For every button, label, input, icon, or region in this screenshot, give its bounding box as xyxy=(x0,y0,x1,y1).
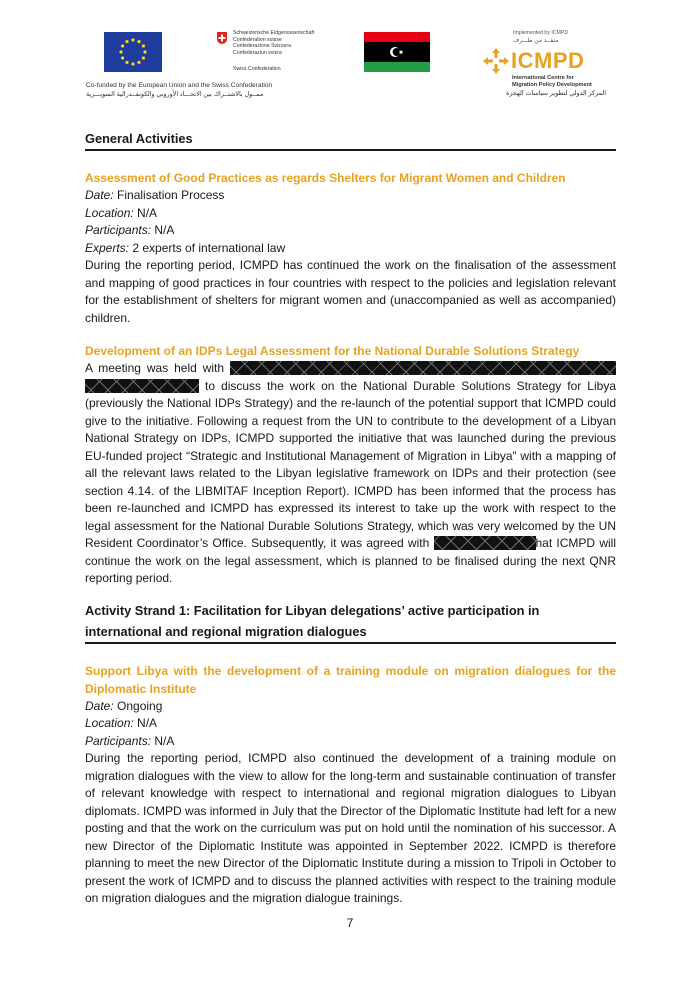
icmpd-wordmark: ICMPD xyxy=(511,48,585,73)
swiss-confederation-logo xyxy=(216,30,326,74)
libya-flag-logo xyxy=(364,32,430,72)
swiss-name-rm: Confederaziun svizra xyxy=(233,49,282,56)
idps-body-part-3: hat ICMPD will continue the work on the legal assessment, which is planned to be finalised during the next QNR reporting period. xyxy=(85,536,616,585)
redacted-block xyxy=(230,361,616,375)
date-row xyxy=(85,698,616,716)
idps-body-part-1: A meeting was held with xyxy=(85,361,225,375)
shelters-assessment-meta xyxy=(85,187,616,257)
implemented-by-label: Implemented by ICMPD xyxy=(513,30,569,36)
swiss-cross-icon xyxy=(216,32,228,44)
swiss-name-it: Confederazione Svizzera xyxy=(233,43,291,50)
implemented-by-arabic: منفــذ من طـــرف xyxy=(513,38,559,44)
experts-value: 2 experts of international law xyxy=(132,240,286,255)
icmpd-logo-block xyxy=(481,30,611,100)
shelters-assessment-title: Assessment of Good Practices as regards Shelters for Migrant Women and Children xyxy=(85,171,566,185)
location-label: Location: xyxy=(85,716,134,730)
idps-body-part-2: to discuss the work on the National Durable Solutions Strategy for Libya (previously the National IDPs Strategy) and the re-launch of the potential support that ICMPD could give to the initiative. Following a request from the UN to contribute to the development of a Libyan National Strategy on IDPs, ICMPD supported the initiative that was launched during the previous EU-funded project “Strategic and Institutional Management of Migration in Libya” with a mapping of all the relevant laws related to the Libyan legislative framework on IDPs and their protection (see section 4.14. of the LIBMITAF Inception Report). ICMPD has been informed that the process has been re-launched and ICMPD has expressed its interest to take up the work with respect to the legal assessment for the National Durable Solutions Strategy, which was very welcomed by the UN Resident Coordinator’s Office. Subsequently, it was agreed with xyxy=(85,378,616,550)
participants-value: N/A xyxy=(154,223,175,237)
participants-label: Participants: xyxy=(85,223,152,237)
participants-label: Participants: xyxy=(85,733,152,748)
participants-value: N/A xyxy=(154,733,175,748)
date-value: Finalisation Process xyxy=(117,188,225,202)
training-module-meta xyxy=(85,698,616,751)
location-value: N/A xyxy=(137,205,158,220)
icmpd-arabic-name: المركز الدولي لتطوير سياسات الهجرة xyxy=(506,90,606,97)
icmpd-full-name xyxy=(512,75,592,88)
training-module-body: During the reporting period, ICMPD also continued the development of a training module on migration dialogues with the view to allow for the long-term and sustainable continuation of transfer of relevant knowledge with respect to international and regional migration dialogues to Libyan diplomats. ICMPD was informed in July that the Director of the Diplomatic Institute had left for a new posting and that the work on the curriculum was put on hold until the nomination of his successor. A new Director of the Diplomatic Institute was appointed in September 2022. ICMPD is therefore planning to meet the new Director of the Diplomatic Institute during a mission to Tripoli in October to present the work of ICMPD and to discuss the planned activities with respect to the training module on migration dialogues and the migration dialogue trainings. xyxy=(85,751,616,905)
swiss-name-fr: Confédération suisse xyxy=(233,36,282,43)
general-activities-heading: General Activities xyxy=(85,128,616,151)
cofunded-arabic: ممــول بالاشتــراك بين الاتحـــاد الأوروبي والكونفــدرالية السويـــرية xyxy=(86,91,264,98)
icmpd-name-line-1: International Centre for xyxy=(512,75,574,81)
location-row xyxy=(85,205,616,223)
eu-flag-logo xyxy=(104,32,162,72)
experts-label: Experts: xyxy=(85,240,130,255)
cofunded-english: Co-funded by the European Union and the Swiss Confederation xyxy=(86,82,273,89)
participants-row xyxy=(85,222,616,240)
page-header xyxy=(0,0,700,118)
idps-assessment-title: Development of an IDPs Legal Assessment for the National Durable Solutions Strategy xyxy=(85,344,580,358)
activity-strand-1-heading: Activity Strand 1: Facilitation for Libyan delegations’ active participation in international and regional migration dialogues xyxy=(85,600,616,644)
location-row xyxy=(85,715,616,733)
date-value: Ongoing xyxy=(117,698,163,713)
experts-row xyxy=(85,240,616,258)
icmpd-arrows-icon xyxy=(481,46,511,76)
date-row xyxy=(85,187,616,205)
idps-assessment-body xyxy=(85,360,616,588)
date-label: Date: xyxy=(85,698,114,713)
redacted-block xyxy=(434,536,536,550)
date-label: Date: xyxy=(85,188,114,202)
cofunded-caption xyxy=(86,81,316,99)
participants-row xyxy=(85,733,616,751)
swiss-names xyxy=(233,30,314,56)
training-module-title: Support Libya with the development of a training module on migration dialogues for the Diplomatic Institute xyxy=(85,663,616,696)
swiss-name-de: Schweizerische Eidgenossenschaft xyxy=(233,30,315,36)
redacted-block xyxy=(85,379,199,393)
swiss-confederation-label: Swiss Confederation xyxy=(233,66,281,72)
location-value: N/A xyxy=(137,716,158,730)
shelters-assessment-body: During the reporting period, ICMPD has continued the work on the finalisation of the assessment and mapping of good practices in four countries with respect to the policies and legislation relevant for the establishment of shelters for migrant women and (unaccompanied as well as accompanied) children. xyxy=(85,258,616,325)
document-content xyxy=(85,128,616,908)
location-label: Location: xyxy=(85,205,134,220)
page-number: 7 xyxy=(346,916,354,930)
icmpd-name-line-2: Migration Policy Development xyxy=(512,81,592,88)
